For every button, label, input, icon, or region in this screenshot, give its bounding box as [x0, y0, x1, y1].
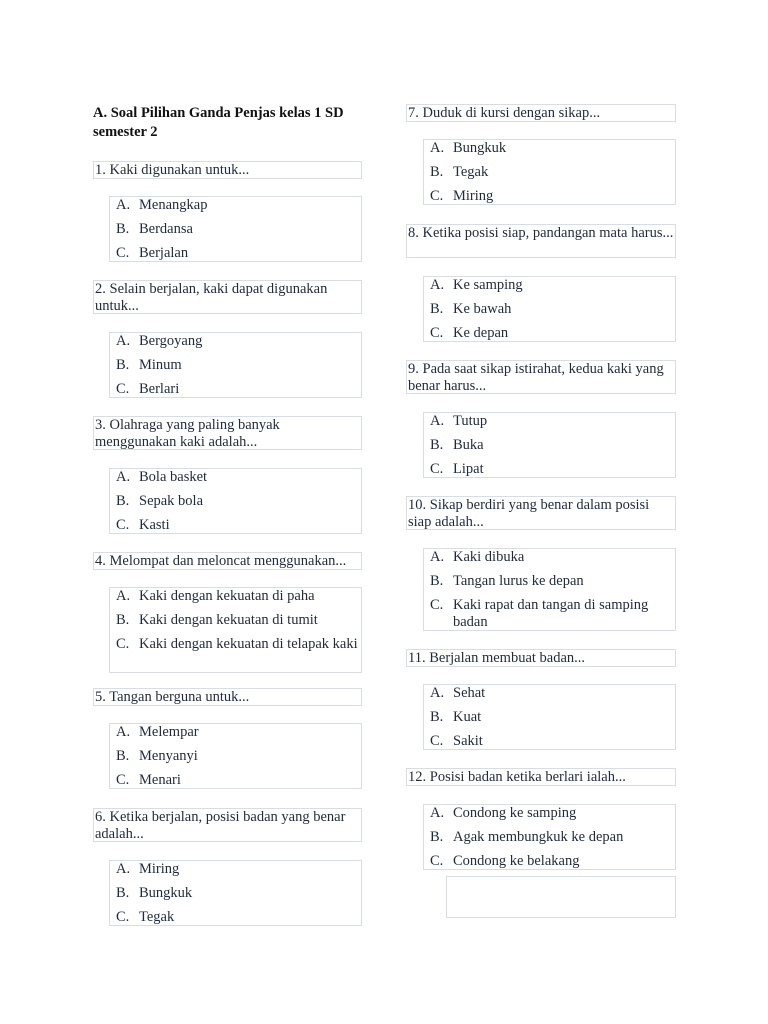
option-b — [424, 709, 675, 726]
option-text: Condong ke samping — [453, 805, 577, 821]
option-text: Bungkuk — [139, 885, 193, 901]
option-text: Tutup — [453, 413, 488, 429]
option-c — [424, 597, 675, 630]
option-text: Bola basket — [139, 469, 208, 485]
question-2-text: 2. Selain berjalan, kaki dapat digunakan untuk... — [93, 280, 362, 314]
option-text: Melempar — [139, 724, 199, 740]
question-12-options — [423, 804, 676, 870]
question-11-options — [423, 684, 676, 750]
option-c — [110, 909, 361, 926]
question-3-text: 3. Olahraga yang paling banyak menggunakan kaki adalah... — [93, 416, 362, 450]
option-letter: B. — [430, 437, 444, 453]
option-text: Menari — [139, 772, 181, 788]
question-3-options — [109, 468, 362, 534]
question-6-options — [109, 860, 362, 926]
option-letter: C. — [430, 325, 444, 341]
question-9-options — [423, 412, 676, 478]
option-text: Kaki rapat dan tangan di samping badan — [453, 597, 649, 630]
option-letter: C. — [430, 461, 444, 477]
option-a — [110, 197, 361, 214]
option-letter: A. — [116, 724, 131, 740]
option-a — [424, 277, 675, 294]
option-letter: C. — [430, 853, 444, 869]
option-text: Berlari — [139, 381, 180, 397]
option-letter: A. — [430, 277, 445, 293]
option-letter: C. — [116, 636, 130, 652]
question-6-text: 6. Ketika berjalan, posisi badan yang benar adalah... — [93, 808, 362, 842]
option-letter: C. — [116, 381, 130, 397]
option-text: Bergoyang — [139, 333, 203, 349]
option-a — [424, 140, 675, 157]
option-text: Sepak bola — [139, 493, 204, 509]
option-b — [424, 437, 675, 454]
option-text: Ke depan — [453, 325, 509, 341]
option-text: Lipat — [453, 461, 484, 477]
option-letter: B. — [430, 573, 444, 589]
question-5-text: 5. Tangan berguna untuk... — [93, 688, 362, 706]
option-letter: B. — [430, 829, 444, 845]
option-a — [110, 469, 361, 486]
option-letter: A. — [430, 413, 445, 429]
option-b — [110, 612, 361, 629]
option-text: Kaki dengan kekuatan di telapak kaki — [139, 636, 358, 652]
option-letter: A. — [116, 333, 131, 349]
option-text: Buka — [453, 437, 484, 453]
option-b — [424, 164, 675, 181]
option-text: Tangan lurus ke depan — [453, 573, 584, 589]
empty-answer-box — [446, 876, 676, 918]
option-text: Bungkuk — [453, 140, 507, 156]
option-letter: B. — [116, 612, 130, 628]
question-8-options — [423, 276, 676, 342]
option-letter: B. — [430, 164, 444, 180]
question-10-options — [423, 548, 676, 631]
option-a — [424, 685, 675, 702]
option-letter: A. — [430, 549, 445, 565]
question-9-text: 9. Pada saat sikap istirahat, kedua kaki yang benar harus... — [406, 360, 676, 394]
option-text: Sehat — [453, 685, 486, 701]
option-b — [110, 357, 361, 374]
option-a — [110, 861, 361, 878]
option-letter: A. — [116, 861, 131, 877]
option-text: Menyanyi — [139, 748, 198, 764]
question-2-options — [109, 332, 362, 398]
question-12-text: 12. Posisi badan ketika berlari ialah... — [406, 768, 676, 786]
option-text: Miring — [453, 188, 494, 204]
option-c — [424, 733, 675, 750]
option-letter: C. — [116, 517, 130, 533]
question-8-text: 8. Ketika posisi siap, pandangan mata harus... — [406, 224, 676, 258]
option-letter: C. — [430, 597, 444, 613]
option-text: Menangkap — [139, 197, 208, 213]
option-text: Minum — [139, 357, 182, 373]
option-a — [424, 805, 675, 822]
option-letter: B. — [116, 493, 130, 509]
option-c — [424, 461, 675, 478]
question-7-text: 7. Duduk di kursi dengan sikap... — [406, 104, 676, 122]
option-b — [110, 748, 361, 765]
question-1-text: 1. Kaki digunakan untuk... — [93, 161, 362, 179]
option-c — [424, 325, 675, 342]
option-letter: A. — [116, 469, 131, 485]
question-11-text: 11. Berjalan membuat badan... — [406, 649, 676, 667]
option-text: Miring — [139, 861, 180, 877]
option-c — [110, 517, 361, 534]
option-letter: A. — [430, 685, 445, 701]
option-letter: B. — [430, 301, 444, 317]
page-title: A. Soal Pilihan Ganda Penjas kelas 1 SD semester 2 — [93, 105, 344, 140]
question-4-options — [109, 587, 362, 673]
option-a — [110, 333, 361, 350]
option-letter: B. — [116, 221, 130, 237]
option-letter: B. — [116, 748, 130, 764]
option-text: Tegak — [139, 909, 175, 925]
option-letter: B. — [430, 709, 444, 725]
option-letter: C. — [116, 245, 130, 261]
question-1-options — [109, 196, 362, 262]
option-c — [110, 636, 361, 653]
option-letter: A. — [430, 140, 445, 156]
option-c — [110, 381, 361, 398]
question-4-text: 4. Melompat dan meloncat menggunakan... — [93, 552, 362, 570]
option-text: Kasti — [139, 517, 170, 533]
option-b — [424, 301, 675, 318]
option-text: Agak membungkuk ke depan — [453, 829, 624, 845]
option-b — [110, 885, 361, 902]
option-text: Ke bawah — [453, 301, 512, 317]
option-c — [424, 853, 675, 870]
question-10-text: 10. Sikap berdiri yang benar dalam posisi siap adalah... — [406, 496, 676, 530]
option-letter: C. — [430, 188, 444, 204]
option-c — [424, 188, 675, 205]
option-c — [110, 772, 361, 789]
option-letter: C. — [116, 909, 130, 925]
option-letter: A. — [116, 197, 131, 213]
option-a — [110, 588, 361, 605]
option-letter: B. — [116, 357, 130, 373]
option-text: Tegak — [453, 164, 489, 180]
option-text: Ke samping — [453, 277, 523, 293]
option-text: Kuat — [453, 709, 482, 725]
option-text: Kaki dengan kekuatan di tumit — [139, 612, 318, 628]
option-letter: A. — [430, 805, 445, 821]
option-b — [110, 493, 361, 510]
option-text: Kaki dibuka — [453, 549, 525, 565]
option-a — [424, 413, 675, 430]
question-5-options — [109, 723, 362, 789]
option-text: Kaki dengan kekuatan di paha — [139, 588, 315, 604]
question-7-options — [423, 139, 676, 205]
option-text: Berdansa — [139, 221, 193, 237]
option-b — [424, 829, 675, 846]
option-text: Condong ke belakang — [453, 853, 580, 869]
option-b — [110, 221, 361, 238]
option-c — [110, 245, 361, 262]
option-text: Berjalan — [139, 245, 189, 261]
option-letter: B. — [116, 885, 130, 901]
option-letter: A. — [116, 588, 131, 604]
option-b — [424, 573, 675, 590]
option-letter: C. — [430, 733, 444, 749]
option-a — [424, 549, 675, 566]
option-text: Sakit — [453, 733, 483, 749]
option-a — [110, 724, 361, 741]
option-letter: C. — [116, 772, 130, 788]
